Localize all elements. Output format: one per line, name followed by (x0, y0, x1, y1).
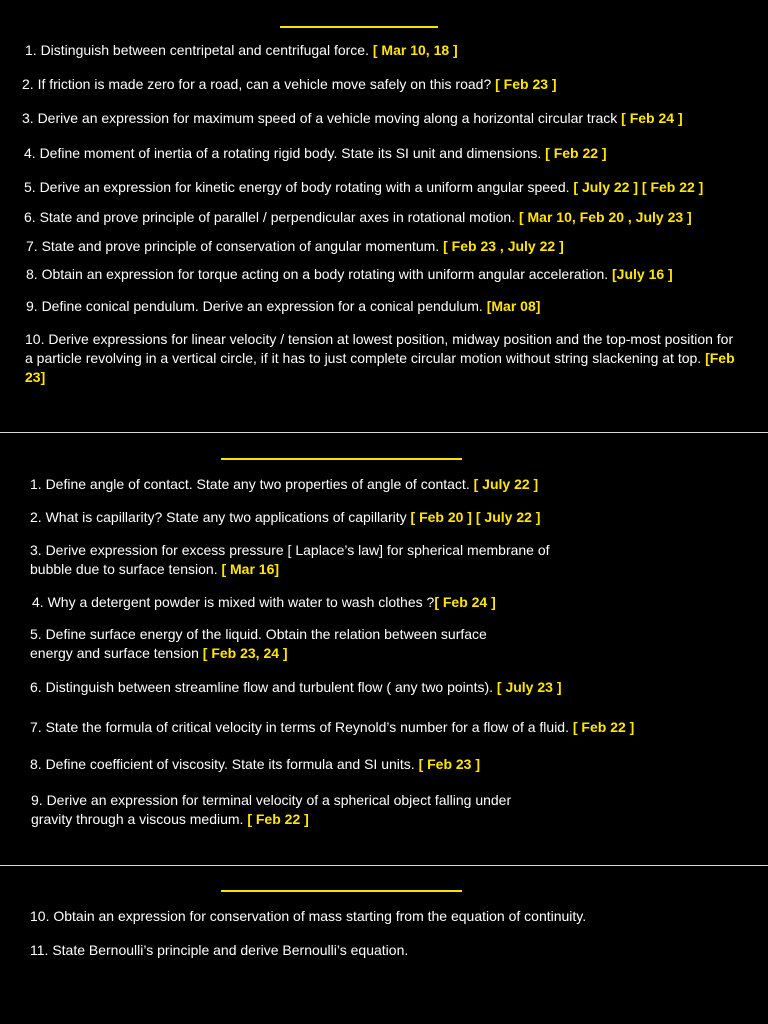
question-item (30, 907, 586, 926)
question-text: 10. Derive expressions for linear velocity / tension at lowest position, midway position and the top-most position for a particle revolving in a vertical circle, if it has to just complete circular motion without string slackening at top. (25, 331, 734, 366)
question-text: 8. Define coefficient of viscosity. State its formula and SI units. (30, 756, 419, 772)
exam-date-tag: [Feb 23] (25, 350, 735, 385)
exam-date-tag: [ Feb 23 , July 22 ] (443, 238, 564, 254)
exam-date-tag: [ July 22 ] (473, 476, 539, 492)
question-item (22, 109, 683, 128)
question-text: 1. Define angle of contact. State any two properties of angle of contact. (30, 476, 474, 492)
question-item (30, 941, 408, 960)
exam-date-tag: [ July 22 ] [ Feb 22 ] (573, 179, 704, 195)
section-2-heading-rule (221, 458, 462, 460)
exam-date-tag: [ Feb 24 ] (621, 110, 683, 126)
question-item (30, 678, 562, 697)
section-divider (0, 432, 768, 433)
question-item (24, 208, 692, 227)
section-3-heading-rule (221, 890, 462, 892)
exam-date-tag: [ Mar 10, 18 ] (372, 42, 458, 58)
question-item (32, 593, 496, 612)
question-item (22, 75, 557, 94)
question-item (30, 508, 540, 527)
question-text: 11. State Bernoulli’s principle and derive Bernoulli’s equation. (30, 942, 409, 958)
exam-date-tag: [ Feb 23 ] (495, 76, 557, 92)
exam-date-tag: [Mar 08] (486, 298, 541, 314)
question-item (24, 178, 703, 197)
exam-date-tag: [July 16 ] (612, 266, 673, 282)
question-text: 7. State and prove principle of conservation of angular momentum. (26, 238, 444, 254)
question-text: 9. Define conical pendulum. Derive an expression for a conical pendulum. (26, 298, 487, 314)
section-1-heading-rule (280, 26, 438, 28)
question-item (30, 755, 480, 774)
question-item (26, 237, 564, 256)
question-text: 10. Obtain an expression for conservation of mass starting from the equation of continuity. (30, 908, 587, 924)
question-text: 5. Define surface energy of the liquid. Obtain the relation between surface energy and surface tension (30, 626, 487, 661)
question-text: 6. Distinguish between streamline flow and turbulent flow ( any two points). (30, 679, 497, 695)
question-text: 2. If friction is made zero for a road, can a vehicle move safely on this road? (22, 76, 496, 92)
question-text: 3. Derive expression for excess pressure [ Laplace’s law] for spherical membrane of bubble due to surface tension. (30, 542, 550, 577)
question-text: 8. Obtain an expression for torque acting on a body rotating with uniform angular acceleration. (26, 266, 613, 282)
exam-date-tag: [ July 23 ] (496, 679, 562, 695)
question-text: 2. What is capillarity? State any two applications of capillarity (30, 509, 411, 525)
exam-date-tag: [ Mar 10, Feb 20 , July 23 ] (518, 209, 692, 225)
section-divider (0, 865, 768, 866)
question-text: 6. State and prove principle of parallel / perpendicular axes in rotational motion. (24, 209, 519, 225)
question-text: 5. Derive an expression for kinetic energy of body rotating with a uniform angular speed. (24, 179, 574, 195)
question-text: 7. State the formula of critical velocity in terms of Reynold’s number for a flow of a fluid. (30, 719, 573, 735)
question-item (26, 265, 673, 284)
exam-date-tag: [ Feb 22 ] (572, 719, 635, 735)
exam-date-tag: [ Feb 23, 24 ] (202, 645, 288, 661)
question-text: 4. Why a detergent powder is mixed with water to wash clothes ? (32, 594, 435, 610)
question-text: 1. Distinguish between centripetal and centrifugal force. (25, 42, 373, 58)
exam-date-tag: [ Feb 24 ] (434, 594, 496, 610)
question-item (31, 791, 551, 829)
question-item (26, 297, 540, 316)
exam-date-tag: [ Feb 22 ] (545, 145, 607, 161)
question-item (30, 541, 570, 579)
question-item (25, 330, 735, 387)
question-item (25, 41, 458, 60)
question-item (24, 144, 607, 163)
question-item (30, 625, 530, 663)
question-text: 3. Derive an expression for maximum speed of a vehicle moving along a horizontal circular track (22, 110, 622, 126)
question-item (30, 475, 538, 494)
question-text: 4. Define moment of inertia of a rotating rigid body. State its SI unit and dimensions. (24, 145, 546, 161)
exam-date-tag: [ Feb 20 ] [ July 22 ] (410, 509, 541, 525)
exam-date-tag: [ Mar 16] (221, 561, 280, 577)
exam-date-tag: [ Feb 23 ] (418, 756, 481, 772)
exam-date-tag: [ Feb 22 ] (247, 811, 309, 827)
question-text: 9. Derive an expression for terminal velocity of a spherical object falling under gravity through a viscous medium. (31, 792, 512, 827)
question-item (30, 718, 634, 737)
